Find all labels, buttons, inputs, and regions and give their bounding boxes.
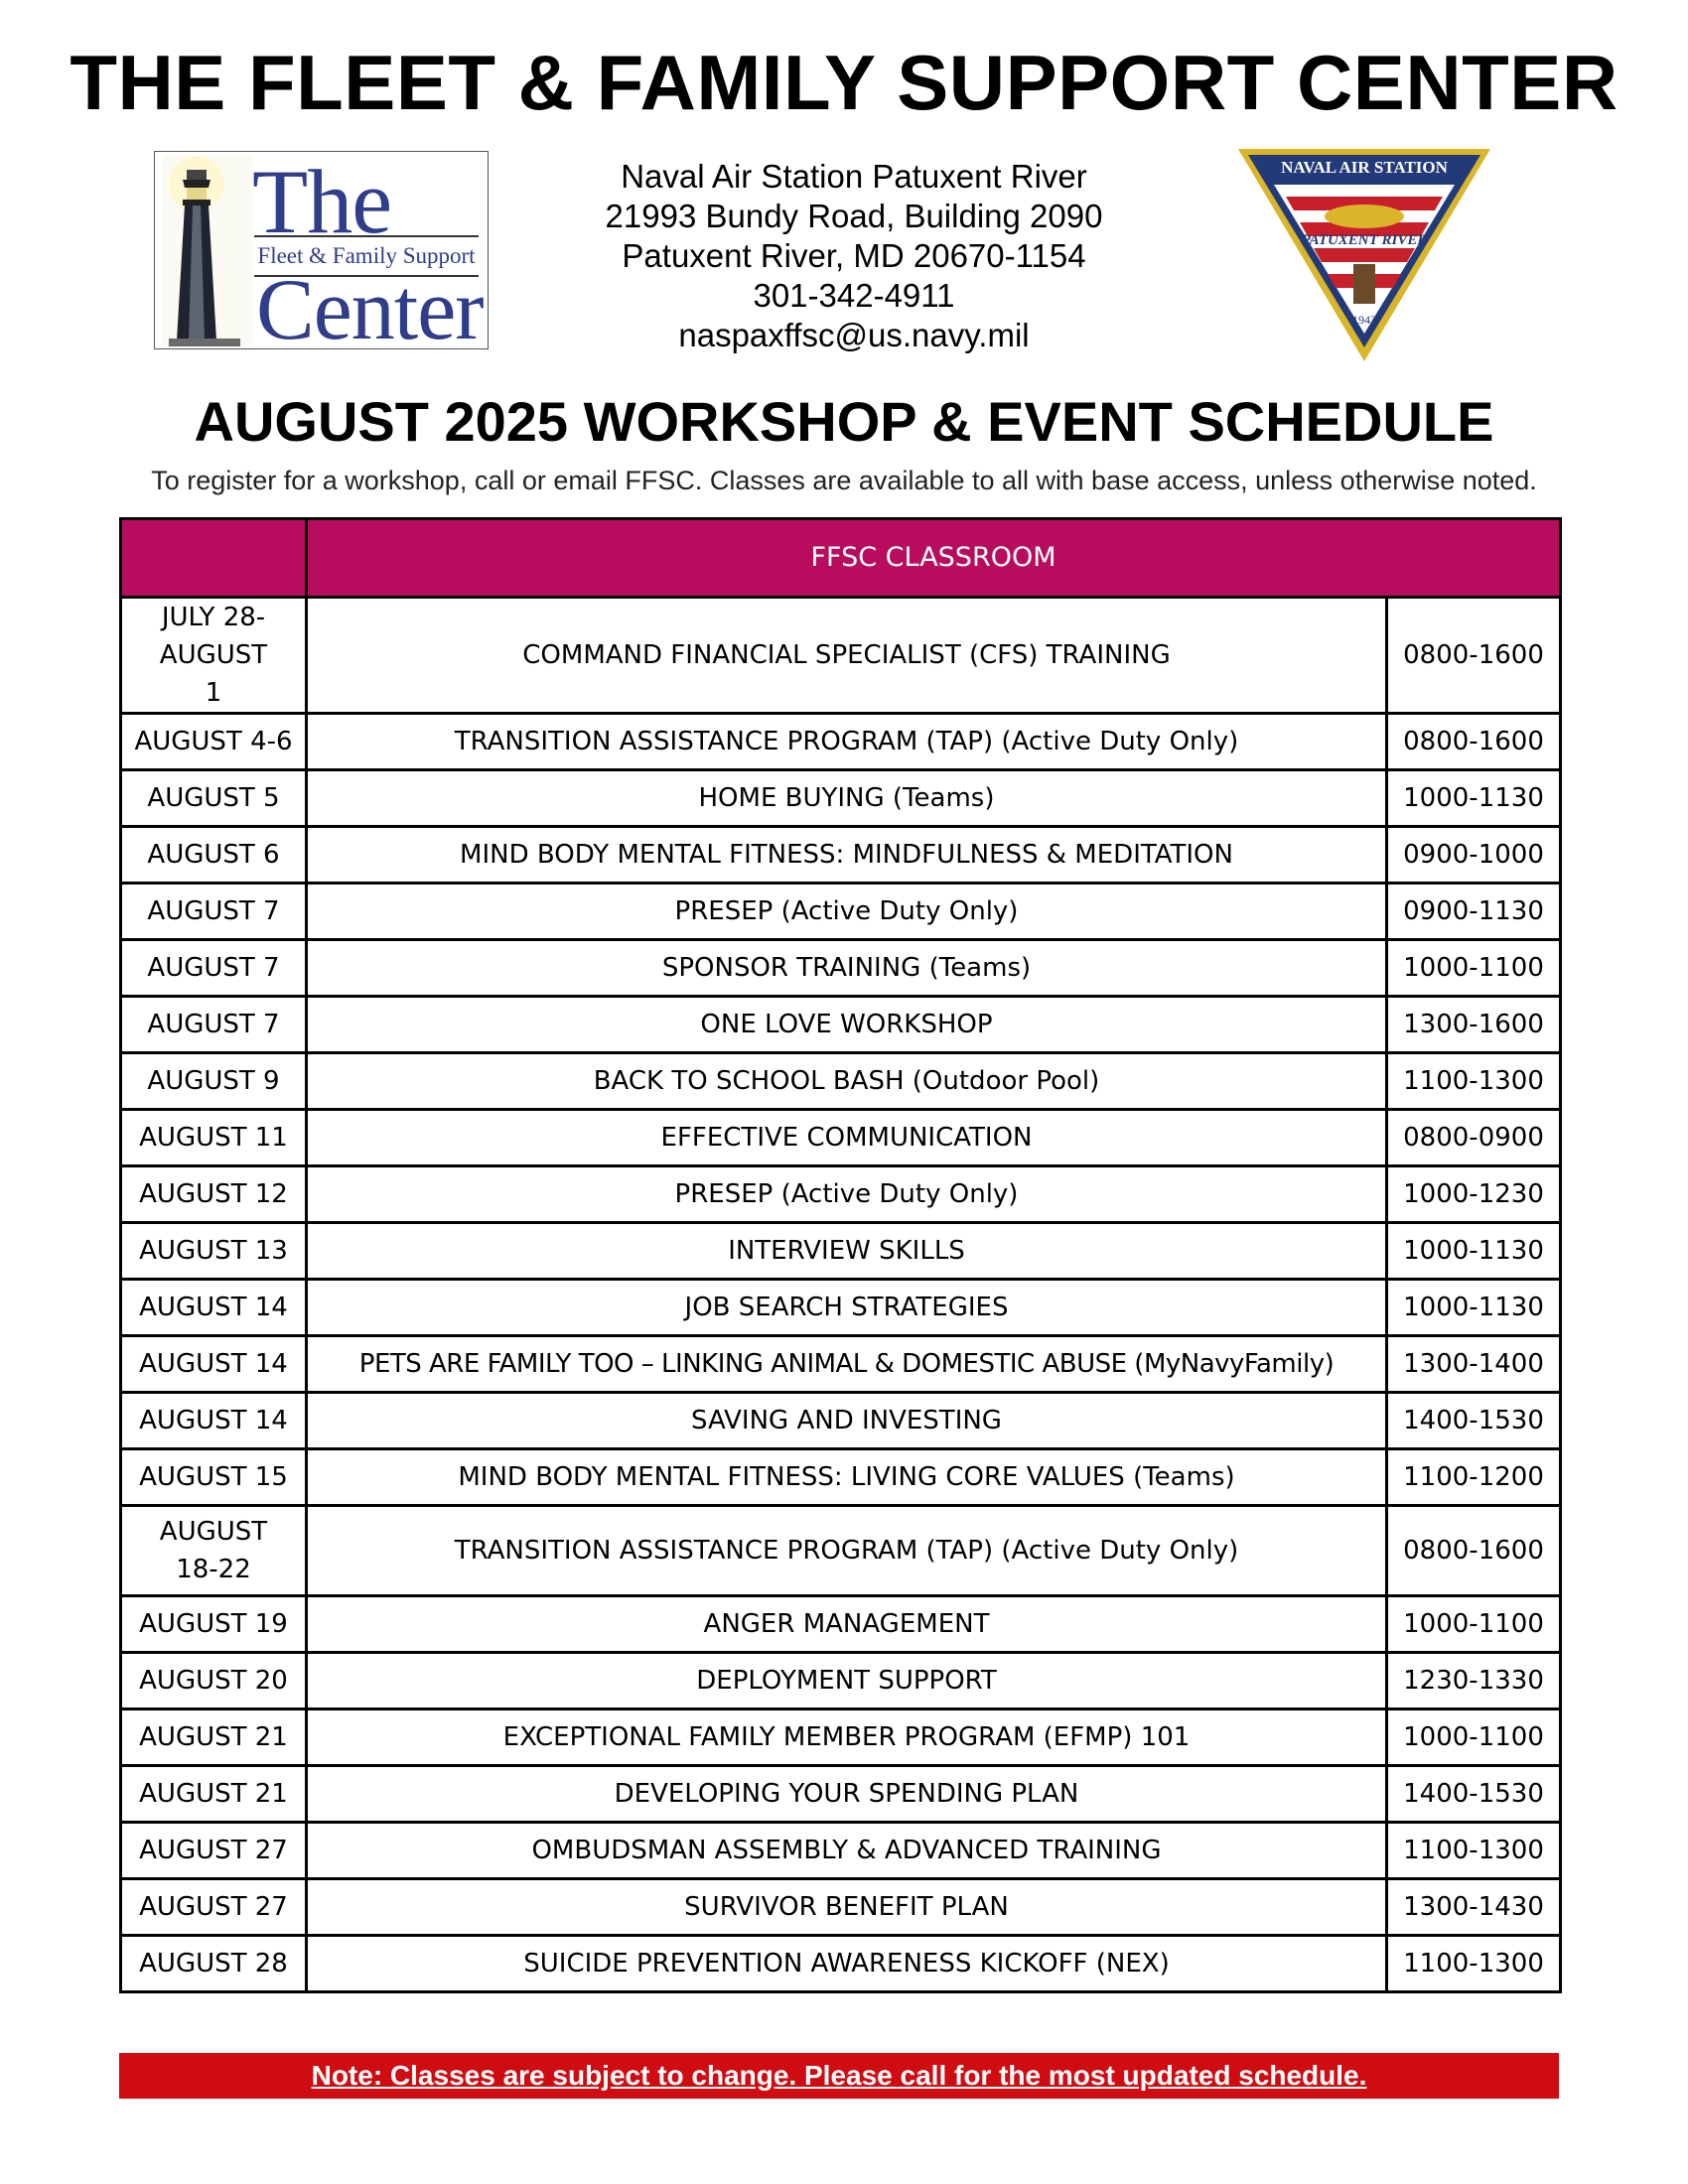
table-header-row: [121, 519, 1561, 598]
date-cell: AUGUST 5: [121, 770, 307, 827]
table-row: [121, 1110, 1561, 1166]
event-cell: SURVIVOR BENEFIT PLAN: [307, 1879, 1387, 1936]
address-phone: 301-342-4911: [753, 277, 955, 314]
event-cell: PETS ARE FAMILY TOO – LINKING ANIMAL & DOMESTIC ABUSE (MyNavyFamily): [307, 1336, 1387, 1393]
event-cell: JOB SEARCH STRATEGIES: [307, 1280, 1387, 1336]
time-cell: 1000-1130: [1387, 770, 1561, 827]
schedule-subtitle: To register for a workshop, call or email FFSC. Classes are available to all with base access, unless otherwise noted.: [151, 466, 1537, 495]
date-cell: AUGUST 7: [121, 884, 307, 940]
date-cell: AUGUST 14: [121, 1336, 307, 1393]
table-row: [121, 1596, 1561, 1653]
date-cell: AUGUST 19: [121, 1596, 307, 1653]
date-cell: AUGUST 4-6: [121, 714, 307, 770]
time-cell: 1000-1100: [1387, 1709, 1561, 1766]
address-org: Naval Air Station Patuxent River: [621, 158, 1087, 195]
table-row: [121, 1336, 1561, 1393]
page-title: THE FLEET & FAMILY SUPPORT CENTER: [70, 39, 1618, 126]
event-cell: SUICIDE PREVENTION AWARENESS KICKOFF (NEX): [307, 1936, 1387, 1992]
table-row: [121, 1709, 1561, 1766]
time-cell: 1100-1300: [1387, 1936, 1561, 1992]
date-cell: AUGUST 12: [121, 1166, 307, 1223]
date-cell: JULY 28-AUGUST 1: [121, 598, 307, 714]
time-cell: 0800-0900: [1387, 1110, 1561, 1166]
event-cell: ONE LOVE WORKSHOP: [307, 997, 1387, 1053]
event-cell: TRANSITION ASSISTANCE PROGRAM (TAP) (Active Duty Only): [307, 714, 1387, 770]
time-cell: 1000-1130: [1387, 1223, 1561, 1280]
logo-subtitle: Fleet & Family Support: [254, 235, 479, 277]
table-row: [121, 1223, 1561, 1280]
table-row: [121, 1653, 1561, 1709]
time-cell: 1100-1300: [1387, 1823, 1561, 1879]
time-cell: 0800-1600: [1387, 598, 1561, 714]
date-cell: AUGUST 14: [121, 1280, 307, 1336]
event-cell: OMBUDSMAN ASSEMBLY & ADVANCED TRAINING: [307, 1823, 1387, 1879]
address-block: [556, 157, 1152, 355]
seal-year: 1943: [1352, 313, 1376, 327]
time-cell: 0900-1130: [1387, 884, 1561, 940]
time-cell: 1300-1600: [1387, 997, 1561, 1053]
logo-word-center: Center: [256, 262, 484, 358]
time-cell: 1300-1430: [1387, 1879, 1561, 1936]
date-cell: AUGUST 21: [121, 1766, 307, 1823]
schedule-change-note: Note: Classes are subject to change. Please call for the most updated schedule.: [119, 2053, 1559, 2099]
table-row: [121, 1879, 1561, 1936]
time-cell: 1400-1530: [1387, 1393, 1561, 1449]
date-cell: AUGUST 14: [121, 1393, 307, 1449]
table-row: [121, 1053, 1561, 1110]
time-cell: 1000-1100: [1387, 940, 1561, 997]
event-cell: EFFECTIVE COMMUNICATION: [307, 1110, 1387, 1166]
time-cell: 1000-1100: [1387, 1596, 1561, 1653]
time-cell: 1100-1200: [1387, 1449, 1561, 1506]
address-email: naspaxffsc@us.navy.mil: [678, 317, 1030, 353]
logo-word-the: The: [252, 151, 392, 252]
event-cell: PRESEP (Active Duty Only): [307, 1166, 1387, 1223]
table-row: [121, 598, 1561, 714]
event-cell: BACK TO SCHOOL BASH (Outdoor Pool): [307, 1053, 1387, 1110]
date-cell: AUGUST 7: [121, 940, 307, 997]
time-cell: 1300-1400: [1387, 1336, 1561, 1393]
date-cell: AUGUST 7: [121, 997, 307, 1053]
time-cell: 1230-1330: [1387, 1653, 1561, 1709]
table-row: [121, 1280, 1561, 1336]
table-row: [121, 940, 1561, 997]
table-row: [121, 1166, 1561, 1223]
header-empty-cell: [121, 519, 307, 598]
event-cell: DEVELOPING YOUR SPENDING PLAN: [307, 1766, 1387, 1823]
table-row: [121, 1506, 1561, 1596]
address-city: Patuxent River, MD 20670-1154: [622, 237, 1086, 274]
table-row: [121, 770, 1561, 827]
time-cell: 1000-1130: [1387, 1280, 1561, 1336]
table-row: [121, 714, 1561, 770]
time-cell: 0900-1000: [1387, 827, 1561, 884]
date-cell: AUGUST 28: [121, 1936, 307, 1992]
table-row: [121, 1936, 1561, 1992]
ffsc-logo: [154, 151, 489, 358]
date-cell: AUGUST 15: [121, 1449, 307, 1506]
date-cell: AUGUST 9: [121, 1053, 307, 1110]
event-cell: EXCEPTIONAL FAMILY MEMBER PROGRAM (EFMP) 101: [307, 1709, 1387, 1766]
event-cell: MIND BODY MENTAL FITNESS: LIVING CORE VALUES (Teams): [307, 1449, 1387, 1506]
table-row: [121, 1449, 1561, 1506]
table-row: [121, 884, 1561, 940]
nas-seal-icon: [1234, 145, 1494, 365]
location-header: FFSC CLASSROOM: [307, 519, 1561, 598]
date-cell: AUGUST 18-22: [121, 1506, 307, 1596]
table-row: [121, 1393, 1561, 1449]
date-cell: AUGUST 6: [121, 827, 307, 884]
table-row: [121, 827, 1561, 884]
lighthouse-icon: [163, 156, 252, 346]
event-cell: TRANSITION ASSISTANCE PROGRAM (TAP) (Active Duty Only): [307, 1506, 1387, 1596]
date-cell: AUGUST 13: [121, 1223, 307, 1280]
event-cell: SPONSOR TRAINING (Teams): [307, 940, 1387, 997]
event-cell: SAVING AND INVESTING: [307, 1393, 1387, 1449]
event-cell: ANGER MANAGEMENT: [307, 1596, 1387, 1653]
date-cell: AUGUST 20: [121, 1653, 307, 1709]
address-street: 21993 Bundy Road, Building 2090: [605, 198, 1103, 234]
event-cell: DEPLOYMENT SUPPORT: [307, 1653, 1387, 1709]
schedule-title: AUGUST 2025 WORKSHOP & EVENT SCHEDULE: [194, 390, 1494, 453]
event-cell: HOME BUYING (Teams): [307, 770, 1387, 827]
date-cell: AUGUST 11: [121, 1110, 307, 1166]
event-cell: INTERVIEW SKILLS: [307, 1223, 1387, 1280]
table-row: [121, 1823, 1561, 1879]
event-cell: COMMAND FINANCIAL SPECIALIST (CFS) TRAINING: [307, 598, 1387, 714]
time-cell: 1100-1300: [1387, 1053, 1561, 1110]
schedule-table: [119, 517, 1562, 1993]
seal-mid-text: PATUXENT RIVER: [1301, 232, 1428, 248]
table-row: [121, 1766, 1561, 1823]
event-cell: PRESEP (Active Duty Only): [307, 884, 1387, 940]
table-row: [121, 997, 1561, 1053]
date-cell: AUGUST 27: [121, 1879, 307, 1936]
time-cell: 1000-1230: [1387, 1166, 1561, 1223]
time-cell: 1400-1530: [1387, 1766, 1561, 1823]
time-cell: 0800-1600: [1387, 1506, 1561, 1596]
date-cell: AUGUST 21: [121, 1709, 307, 1766]
event-cell: MIND BODY MENTAL FITNESS: MINDFULNESS & MEDITATION: [307, 827, 1387, 884]
date-cell: AUGUST 27: [121, 1823, 307, 1879]
seal-top-text: NAVAL AIR STATION: [1281, 158, 1448, 177]
time-cell: 0800-1600: [1387, 714, 1561, 770]
